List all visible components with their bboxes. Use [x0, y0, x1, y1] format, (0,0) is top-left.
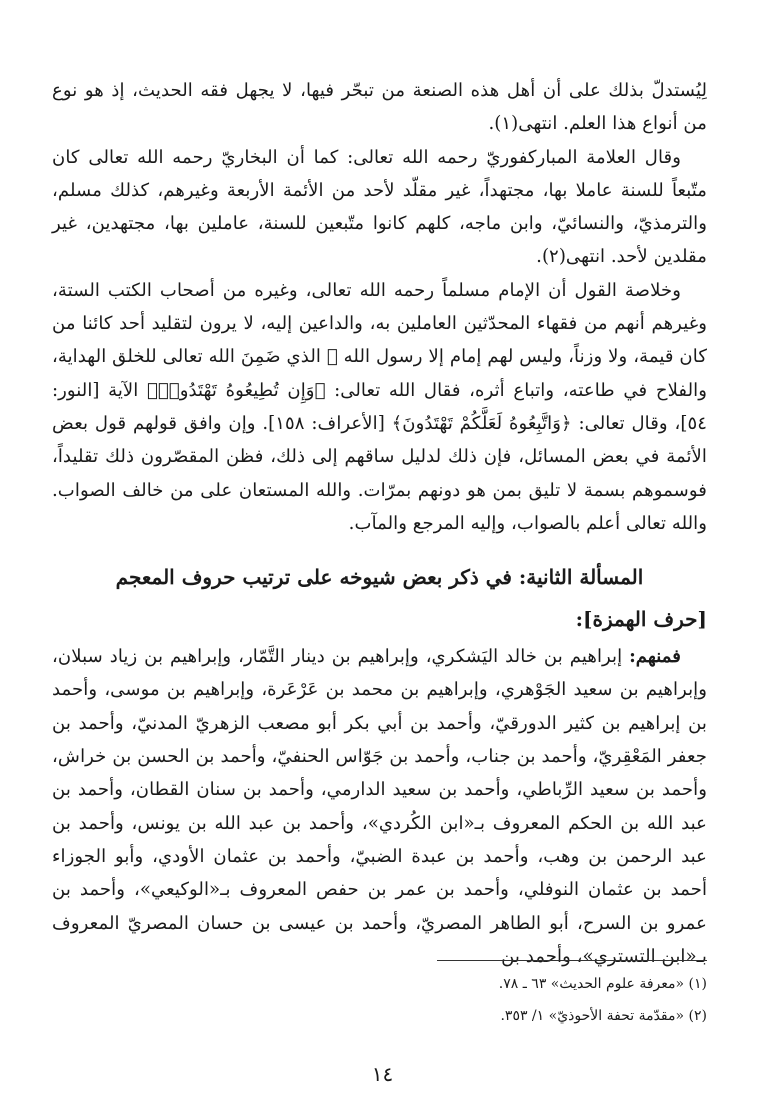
- footnotes: [52, 968, 707, 1032]
- footnote-1: (١) «معرفة علوم الحديث» ٦٣ ـ ٧٨.: [498, 976, 707, 992]
- paragraph-2: وقال العلامة المباركفوريّ رحمه الله تعالى: كما أن البخاريّ رحمه الله تعالى كان متّبعاً للسنة عاملا بها، مجتهداً، غير مقلّد لأحد من الأئمة الأربعة وغيرهم، كذلك مسلم، والترمذيّ، والنسائيّ، وابن ماجه، كلهم كانوا متّبعين للسنة، عاملين بها، مجتهدين، غير مقلدين لأحد. انتهى(٢).: [52, 146, 707, 268]
- letter-heading: [حرف الهمزة]:: [575, 607, 707, 632]
- lead-word: فمنهم:: [629, 646, 681, 668]
- footnote-divider: [437, 960, 707, 961]
- page-number: ١٤: [371, 1062, 394, 1086]
- section-heading: المسألة الثانية: في ذكر بعض شيوخه على ترتيب حروف المعجم: [115, 565, 644, 590]
- paragraph-3: وخلاصة القول أن الإمام مسلماً رحمه الله تعالى، وغيره من أصحاب الكتب الستة، وغيرهم أنهم من فقهاء المحدّثين العاملين به، والداعين إليه، لا يرون لتقليد أحد كائنا من كان قيمة، ولا وزناً، وليس لهم إمام إلا رسول الله ﷺ الذي ضَمِنَ الله تعالى للخلق الهداية، والفلاح في طاعته، واتباع أثره، فقال الله تعالى: ﴿وَإِن تُطِيعُوهُ تَهْتَدُوا۟﴾ الآية [النور: ٥٤]، وقال تعالى: ﴿وَاتَّبِعُوهُ لَعَلَّكُمْ تَهْتَدُونَ﴾ [الأعراف: ١٥٨]. وإن وافق قولهم قول بعض الأئمة في بعض المسائل، فإن ذلك لدليل ساقهم إلى ذلك، فظن المقصّرون ذلك تقليداً، فوسموهم بسمة لا تليق بمن هو دونهم بمرّات. والله المستعان على من خالف الصواب. والله تعالى أعلم بالصواب، وإليه المرجع والمآب.: [52, 279, 707, 534]
- footnote-2: (٢) «مقدّمة تحفة الأحوذيّ» ١/ ٣٥٣.: [500, 1008, 707, 1024]
- main-text: [52, 74, 707, 973]
- shuyukh-paragraph: [52, 640, 707, 973]
- paragraph-1: لِيُستدلّ بذلك على أن أهل هذه الصنعة من تبحّر فيها، لا يجهل فقه الحديث، إذ هو نوع من أنواع هذا العلم. انتهى(١).: [52, 80, 707, 135]
- shuyukh-list: إبراهيم بن خالد اليَشكري، وإبراهيم بن دينار التَّمّار، وإبراهيم بن زياد سبلان، وإبراهيم بن سعيد الجَوْهري، وإبراهيم بن محمد بن عَرْعَرة، وإبراهيم بن موسى، وأحمد بن إبراهيم بن كثير الدورقيّ، وأحمد بن أبي بكر أبو مصعب الزهريّ المدنيّ، وأحمد بن جعفر المَعْقِريّ، وأحمد بن جناب، وأحمد بن جَوّاس الحنفيّ، وأحمد بن الحسن بن خراش، وأحمد بن سعيد الرِّباطي، وأحمد بن سعيد الدارمي، وأحمد بن سنان القطان، وأحمد بن عبد الله بن الحكم المعروف بـ«ابن الكُردي»، وأحمد بن عبد الله بن يونس، وأحمد بن عبد الرحمن بن وهب، وأحمد بن عبدة الضبيّ، وأحمد بن عثمان الأودي، وأبو الجوزاء أحمد بن عثمان النوفلي، وأحمد بن عمر بن حفص المعروف بـ«الوكيعي»، وأحمد بن عمرو بن السرح، أبو الطاهر المصريّ، وأحمد بن عيسى بن حسان المصريّ المعروف بـ«ابن التستري»، وأحمد بن: [52, 646, 707, 967]
